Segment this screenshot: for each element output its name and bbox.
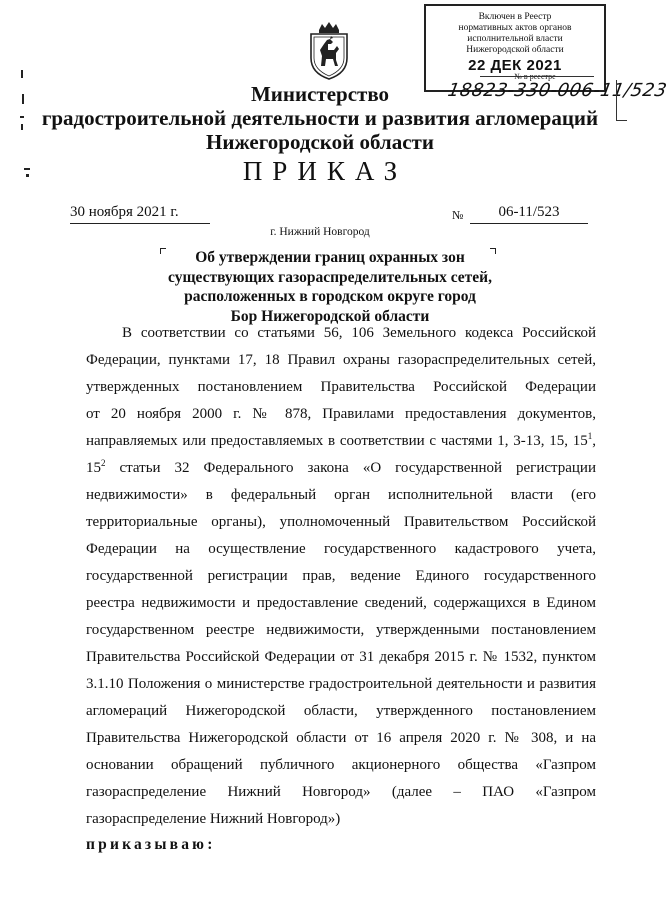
ministry-name-line: Нижегородской области [206, 130, 434, 154]
stamp-line: Нижегородской области [466, 45, 564, 55]
stamp-line: нормативных актов органов [458, 23, 572, 33]
title-line: существующих газораспределительных сетей, [168, 268, 492, 286]
body-line: государственном реестре недвижимости, утвержденными постановлением [86, 622, 596, 638]
body-line: В соответствии со статьями 56, 106 Земельного кодекса Российской [122, 325, 596, 341]
registry-stamp [424, 4, 606, 92]
document-city: г. Нижний Новгород [270, 226, 370, 238]
body-line: Федерации, пунктами 17, 18 Правил охраны газораспределительных сетей, [86, 352, 596, 368]
body-line: направляемых или предоставляемых в соответствии с частями 1, 3-13, 15, $15^1$, [86, 431, 596, 449]
document-body [86, 320, 596, 833]
body-line: газораспределение Нижний Новгород» (далее – ПАО «Газпром [86, 784, 596, 800]
body-line: 3.1.10 Положения о министерстве градостроительной деятельности и развития [86, 676, 596, 692]
superscript-index: 1 [587, 431, 593, 441]
body-line: газораспределение Нижний Новгород») [86, 811, 341, 827]
title-line: Бор Нижегородской области [230, 307, 430, 325]
title-line: Об утверждении границ охранных зон [195, 249, 465, 266]
stamp-date: 22 ДЕК 2021 [468, 57, 562, 74]
document-title [130, 248, 530, 326]
body-line: от 20 ноября 2000 г. № 878, Правилами предоставления документов, [86, 406, 596, 422]
document-date: 30 ноября 2021 г. [70, 204, 210, 224]
body-line: агломераций Нижегородской области, утвержденного постановлением [86, 703, 596, 719]
scan-mark [21, 70, 23, 78]
ministry-name-line: градостроительной деятельности и развития агломераций [41, 106, 599, 130]
body-line: государственной регистрации прав, ведение Единого государственного [86, 568, 596, 584]
ministry-name-line: Министерство [250, 82, 390, 106]
body-line: реестра недвижимости и предоставление сведений, содержащихся в Едином [86, 595, 596, 611]
body-line: территориальные органы), уполномоченный Правительством Российской [86, 514, 596, 530]
body-line: Правительства Нижегородской области от 16 апреля 2020 г. № 308, и на [86, 730, 596, 746]
stamp-reg-label: № в реестре [514, 72, 556, 81]
stamp-line: Включен в Реестр [478, 12, 552, 22]
body-line: Федерации на осуществление государственного кадастрового учета, [86, 541, 596, 557]
registry-number: 18823-330-006-11/523 [446, 80, 669, 101]
stamp-line: исполнительной власти [467, 34, 563, 44]
number-sign: № [452, 208, 464, 222]
body-line: основании обращений публичного акционерного общества «Газпром [86, 757, 596, 773]
coat-of-arms-icon [306, 22, 352, 80]
body-line: утвержденных постановлением Правительства Российской Федерации [86, 379, 596, 395]
body-line: $15^2$ статьи 32 Федерального закона «О государственной регистрации [86, 458, 596, 476]
body-line: недвижимости» в федеральный орган исполнительной власти (его [86, 487, 596, 503]
title-line: расположенных в городском округе город [184, 288, 476, 305]
superscript-index: 2 [101, 458, 106, 468]
document-number: 06-11/523 [470, 204, 588, 224]
stamp-reg-line [480, 76, 594, 77]
order-word: приказываю: [86, 836, 216, 853]
body-line: Правительства Российской Федерации от 31 декабря 2015 г. № 1532, пунктом [86, 649, 596, 665]
document-type: ПРИКАЗ [242, 156, 408, 186]
